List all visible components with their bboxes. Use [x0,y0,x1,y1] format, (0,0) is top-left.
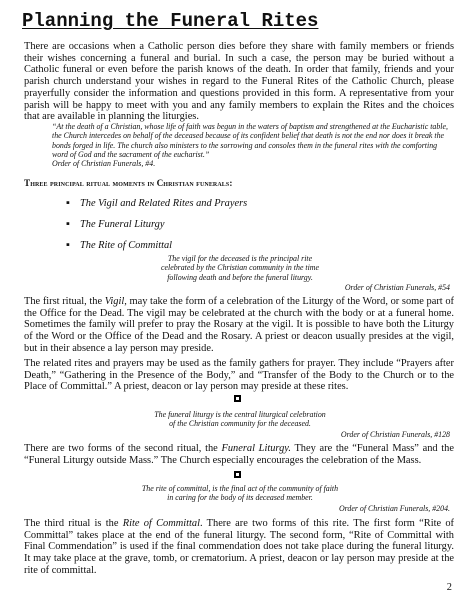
quote-3-line: The funeral liturgy is the central liturgical celebration [154,410,326,419]
vigil-text-rest: , may take the form of a celebration of the Liturgy of the Word, or some part of the Office for the Dead. The vigil may be celebrated at the church with the body or at a funeral home. Sometimes the family will prefer to pray the Rosary at the vigil. It is possible to have both the Liturgy of the Word or the Office of the Dead and the Rosary. A priest or deacon usually presides at the vigil, but in their absence a lay person may preside. [24,296,455,354]
quote-block-1 [52,122,454,168]
quote-2-line: The vigil for the deceased is the principal rite [167,254,313,263]
quote-block-2 [130,254,350,282]
related-rites-paragraph [24,358,454,393]
liturgy-text-rest: They are the “Funeral Mass” and the “Funeral Liturgy outside Mass.” The Church especially encourages the celebration of the Mass. [24,443,454,466]
ritual-item-committal: ▪ The Rite of Committal [66,240,366,261]
ritual-item-funeral-liturgy: ▪ The Funeral Liturgy [66,219,366,240]
quote-2-line: celebrated by the Christian community in the time [161,263,319,273]
quote-3-cite: Order of Christian Funerals, #128 [340,430,450,439]
quote-1-cite: Order of Christian Funerals, #4. [52,159,156,169]
ritual-list [66,198,366,261]
vigil-term: Vigil [104,296,125,307]
ritual-item-vigil: ▪ The Vigil and Related Rites and Prayers [66,198,366,219]
vigil-text-start: The first ritual, the [24,296,105,307]
page-title: Planning the Funeral Rites [22,10,319,32]
divider-square-icon [234,395,241,402]
committal-text-rest: . There are two forms of this rite. The first form “Rite of Committal” takes place at the end of the funeral liturgy. The second form, “Rite of Committal with Final Commendation” is used if the final commendation does not take place during the funeral liturgy. It may take place at the grave, tomb, or crematorium. A priest, deacon or lay person may preside at the rite of committal. [24,518,455,576]
quote-4-cite: Order of Christian Funerals, #204. [338,504,450,513]
committal-term: Rite of Committal [122,518,200,529]
committal-text-start: The third ritual is the [24,518,123,529]
liturgy-text-start: There are two forms of the second ritual, the [24,443,222,454]
quote-block-4 [100,484,380,503]
quote-4-line: The rite of committal, is the final act of the community of faith [141,484,339,493]
intro-paragraph [24,41,454,123]
related-rites-text: The related rites and prayers may be used as the family gathers for prayer. They include “Prayers after Death,” “Gathering in the Presence of the Body,” and “Transfer of the Body to the Church or to the Place of Committal.” A priest, deacon or lay person may preside at these rites. [24,358,454,393]
quote-3-line: of the Christian community for the deceased. [169,419,311,429]
section-heading: Three principal ritual moments in Christian funerals: [24,178,233,188]
liturgy-term: Funeral Liturgy. [221,443,291,454]
liturgy-paragraph [24,443,454,466]
intro-text: There are occasions when a Catholic person dies before they share with family members or friends their wishes concerning a funeral and burial. In such a case, the person may be buried without a Catholic funeral or even before the parish knows of the death. In order that family, friends and your parish church understand your wishes in regard to the Funeral Rites of the Catholic Church, please prayerfully consider the information and questions provided in this form. A representative from your parish will be happy to meet with you and any family members to explain the Rites and the choices that are available in planning the liturgies. [24,41,454,123]
vigil-paragraph [24,296,454,355]
page-number: 2 [446,582,452,593]
divider-square-icon [234,471,241,478]
quote-2-cite: Order of Christian Funerals, #54 [344,283,450,292]
committal-paragraph [24,518,454,577]
quote-block-3 [115,410,365,429]
quote-2-line: following death and before the funeral liturgy. [167,272,313,282]
quote-1-text: “At the death of a Christian, whose life of faith was begun in the waters of baptism and strengthened at the Eucharistic table, the Church intercedes on behalf of the deceased because of its confident belief that death is not the end nor does it break the bonds forged in life. The church also ministers to the sorrowing and consoles them in the funeral rites with the comforting word of God and the sacrament of the eucharist.” [52,122,448,159]
quote-4-line: in caring for the body of its deceased member. [167,493,313,503]
